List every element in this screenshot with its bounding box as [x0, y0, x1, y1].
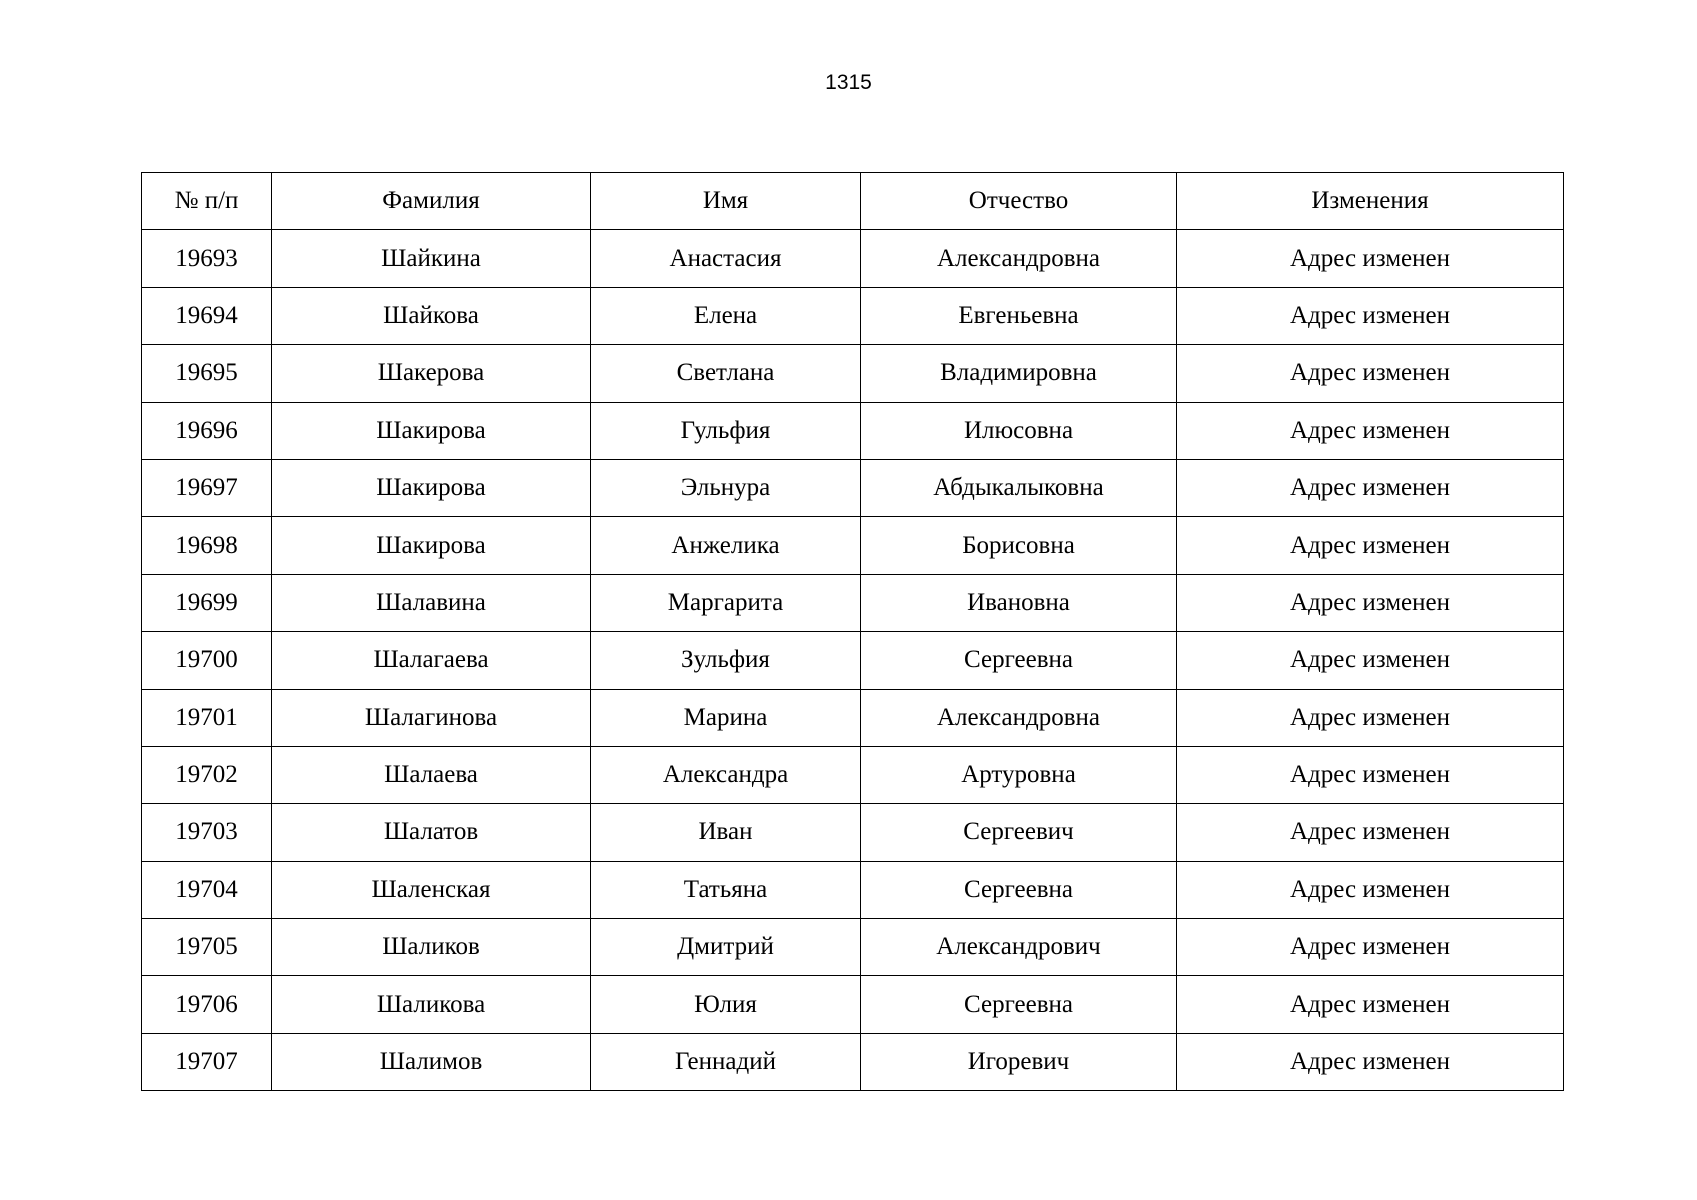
- cell-middle-name: Игоревич: [861, 1033, 1177, 1090]
- cell-middle-name: Евгеньевна: [861, 287, 1177, 344]
- cell-first-name: Анастасия: [591, 230, 861, 287]
- cell-changes: Адрес изменен: [1177, 746, 1564, 803]
- cell-last-name: Шакирова: [272, 459, 591, 516]
- cell-number: 19701: [142, 689, 272, 746]
- cell-first-name: Марина: [591, 689, 861, 746]
- table-row: [142, 804, 1564, 861]
- table-row: [142, 689, 1564, 746]
- table-row: [142, 976, 1564, 1033]
- cell-middle-name: Сергеевна: [861, 861, 1177, 918]
- cell-changes: Адрес изменен: [1177, 574, 1564, 631]
- cell-middle-name: Абдыкалыковна: [861, 459, 1177, 516]
- cell-first-name: Елена: [591, 287, 861, 344]
- cell-middle-name: Александрович: [861, 919, 1177, 976]
- table-row: [142, 517, 1564, 574]
- cell-changes: Адрес изменен: [1177, 402, 1564, 459]
- table-row: [142, 632, 1564, 689]
- cell-first-name: Татьяна: [591, 861, 861, 918]
- cell-last-name: Шаликова: [272, 976, 591, 1033]
- cell-last-name: Шакерова: [272, 345, 591, 402]
- cell-first-name: Светлана: [591, 345, 861, 402]
- cell-changes: Адрес изменен: [1177, 919, 1564, 976]
- cell-middle-name: Борисовна: [861, 517, 1177, 574]
- cell-middle-name: Владимировна: [861, 345, 1177, 402]
- table-row: [142, 459, 1564, 516]
- cell-number: 19698: [142, 517, 272, 574]
- cell-changes: Адрес изменен: [1177, 287, 1564, 344]
- cell-number: 19706: [142, 976, 272, 1033]
- table-row: [142, 230, 1564, 287]
- cell-first-name: Дмитрий: [591, 919, 861, 976]
- page-number: 1315: [825, 71, 872, 94]
- cell-middle-name: Александровна: [861, 689, 1177, 746]
- cell-changes: Адрес изменен: [1177, 804, 1564, 861]
- cell-last-name: Шайкина: [272, 230, 591, 287]
- cell-number: 19700: [142, 632, 272, 689]
- cell-changes: Адрес изменен: [1177, 517, 1564, 574]
- table-body: [142, 230, 1564, 1091]
- cell-first-name: Гульфия: [591, 402, 861, 459]
- cell-changes: Адрес изменен: [1177, 632, 1564, 689]
- table-header: [142, 173, 1564, 230]
- cell-first-name: Иван: [591, 804, 861, 861]
- cell-last-name: Шалавина: [272, 574, 591, 631]
- cell-changes: Адрес изменен: [1177, 689, 1564, 746]
- header-first-name: Имя: [591, 173, 861, 230]
- header-last-name: Фамилия: [272, 173, 591, 230]
- header-number: № п/п: [142, 173, 272, 230]
- cell-middle-name: Артуровна: [861, 746, 1177, 803]
- cell-number: 19705: [142, 919, 272, 976]
- cell-number: 19702: [142, 746, 272, 803]
- cell-first-name: Юлия: [591, 976, 861, 1033]
- cell-last-name: Шаликов: [272, 919, 591, 976]
- cell-last-name: Шайкова: [272, 287, 591, 344]
- cell-changes: Адрес изменен: [1177, 861, 1564, 918]
- cell-first-name: Александра: [591, 746, 861, 803]
- registry-table: [141, 172, 1564, 1091]
- cell-first-name: Зульфия: [591, 632, 861, 689]
- cell-middle-name: Александровна: [861, 230, 1177, 287]
- table-row: [142, 919, 1564, 976]
- cell-number: 19707: [142, 1033, 272, 1090]
- cell-last-name: Шалаева: [272, 746, 591, 803]
- table-row: [142, 574, 1564, 631]
- cell-first-name: Анжелика: [591, 517, 861, 574]
- cell-middle-name: Ивановна: [861, 574, 1177, 631]
- cell-number: 19694: [142, 287, 272, 344]
- cell-middle-name: Сергеевна: [861, 976, 1177, 1033]
- table-row: [142, 1033, 1564, 1090]
- table-row: [142, 345, 1564, 402]
- table-row: [142, 861, 1564, 918]
- header-middle-name: Отчество: [861, 173, 1177, 230]
- cell-number: 19693: [142, 230, 272, 287]
- cell-number: 19696: [142, 402, 272, 459]
- cell-last-name: Шаленская: [272, 861, 591, 918]
- table-row: [142, 402, 1564, 459]
- cell-last-name: Шакирова: [272, 517, 591, 574]
- cell-changes: Адрес изменен: [1177, 459, 1564, 516]
- cell-changes: Адрес изменен: [1177, 976, 1564, 1033]
- header-changes: Изменения: [1177, 173, 1564, 230]
- cell-last-name: Шалимов: [272, 1033, 591, 1090]
- cell-number: 19699: [142, 574, 272, 631]
- cell-first-name: Маргарита: [591, 574, 861, 631]
- cell-first-name: Геннадий: [591, 1033, 861, 1090]
- header-row: [142, 173, 1564, 230]
- cell-first-name: Эльнура: [591, 459, 861, 516]
- cell-last-name: Шалагаева: [272, 632, 591, 689]
- cell-middle-name: Сергеевич: [861, 804, 1177, 861]
- table-row: [142, 746, 1564, 803]
- cell-number: 19697: [142, 459, 272, 516]
- cell-changes: Адрес изменен: [1177, 1033, 1564, 1090]
- cell-last-name: Шакирова: [272, 402, 591, 459]
- cell-number: 19703: [142, 804, 272, 861]
- cell-last-name: Шалагинова: [272, 689, 591, 746]
- cell-number: 19695: [142, 345, 272, 402]
- cell-middle-name: Илюсовна: [861, 402, 1177, 459]
- table-row: [142, 287, 1564, 344]
- cell-number: 19704: [142, 861, 272, 918]
- cell-changes: Адрес изменен: [1177, 230, 1564, 287]
- cell-changes: Адрес изменен: [1177, 345, 1564, 402]
- cell-last-name: Шалатов: [272, 804, 591, 861]
- cell-middle-name: Сергеевна: [861, 632, 1177, 689]
